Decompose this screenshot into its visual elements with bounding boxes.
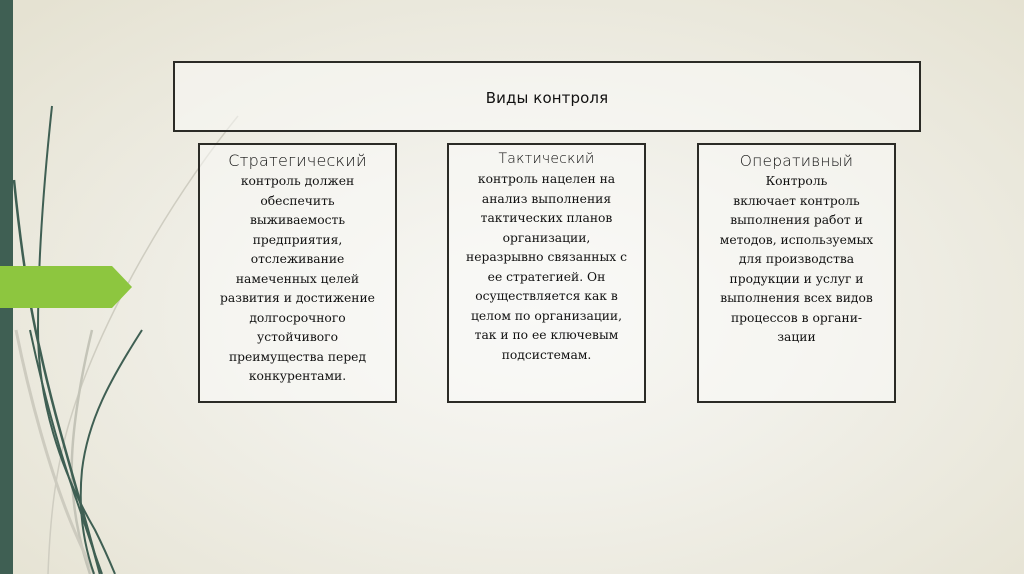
- column-description: Контроль включает контроль выполнения работ и методов, используемых для производства продукции и услуг и выполнения всех видов процессов в органи- зации: [719, 174, 874, 344]
- column-title: Оперативный: [739, 152, 854, 170]
- header-box: [173, 61, 921, 132]
- column-description: контроль должен обеспечить выживаемость предприятия, отслеживание намеченных целей развития и достижение долгосрочного устойчивого преимущества перед конкурентами.: [220, 174, 375, 383]
- column-description: контроль нацелен на анализ выполнения тактических планов организации, неразрывно связанных с ее стратегией. Он осуществляется как в целом по организации, так и по ее ключевым подсистемам.: [466, 172, 627, 362]
- light-curve: [16, 330, 94, 574]
- tactical-control-box: [447, 143, 646, 403]
- dark-curve: [14, 180, 100, 574]
- light-curve: [72, 330, 92, 574]
- strategic-control-box: [198, 143, 397, 403]
- dark-curve: [30, 330, 102, 574]
- operational-control-box: [697, 143, 896, 403]
- green-arrow-shape: [0, 266, 132, 308]
- dark-curve: [38, 106, 115, 574]
- diagram-title: Виды контроля: [485, 89, 609, 107]
- column-title: Тактический: [498, 151, 595, 167]
- dark-curve: [81, 330, 142, 574]
- column-title: Стратегический: [228, 151, 367, 170]
